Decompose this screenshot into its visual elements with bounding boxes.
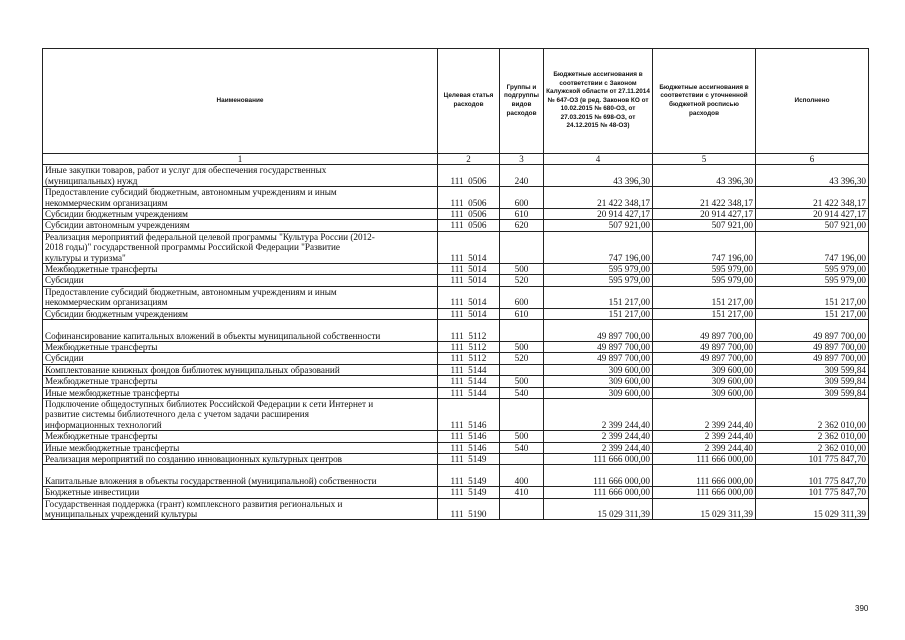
row-refined-allocation: 111 666 000,00: [653, 453, 756, 464]
row-law-allocation: 20 914 427,17: [544, 209, 653, 220]
row-name: Предоставление субсидий бюджетным, автономным учреждениям и иным некоммерческим организациям: [43, 187, 438, 209]
row-expense-group: 520: [500, 275, 544, 286]
budget-table: [42, 48, 869, 520]
row-target-article: 111 5014: [438, 308, 500, 319]
row-executed: 49 897 700,00: [756, 320, 869, 342]
row-expense-group: [500, 498, 544, 520]
row-refined-allocation: 111 666 000,00: [653, 487, 756, 498]
row-refined-allocation: 595 979,00: [653, 264, 756, 275]
row-target-article: 111 5014: [438, 275, 500, 286]
column-number: 3: [500, 154, 544, 165]
table-row: [43, 165, 869, 187]
row-expense-group: 520: [500, 353, 544, 364]
row-name: Межбюджетные трансферты: [43, 341, 438, 352]
row-refined-allocation: 507 921,00: [653, 220, 756, 231]
table-row: [43, 308, 869, 319]
row-name: Реализация мероприятий федеральной целевой программы "Культура России (2012- 2018 годы)" государственной программы Российской Федерации "Развитие культуры и туризма": [43, 231, 438, 263]
row-executed: 309 599,84: [756, 376, 869, 387]
row-executed: 2 362 010,00: [756, 431, 869, 442]
row-law-allocation: 2 399 244,40: [544, 431, 653, 442]
row-name: Капитальные вложения в объекты государственной (муниципальной) собственности: [43, 465, 438, 487]
row-refined-allocation: 20 914 427,17: [653, 209, 756, 220]
row-law-allocation: 21 422 348,17: [544, 187, 653, 209]
header-group: Группы и подгруппы видов расходов: [500, 49, 544, 154]
row-refined-allocation: 309 600,00: [653, 376, 756, 387]
row-executed: 101 775 847,70: [756, 453, 869, 464]
row-target-article: 111 5112: [438, 353, 500, 364]
row-law-allocation: 111 666 000,00: [544, 465, 653, 487]
row-expense-group: 500: [500, 376, 544, 387]
row-name: Межбюджетные трансферты: [43, 376, 438, 387]
row-law-allocation: 15 029 311,39: [544, 498, 653, 520]
table-row: [43, 275, 869, 286]
row-name: Софинансирование капитальных вложений в объекты муниципальной собственности: [43, 320, 438, 342]
row-name: Предоставление субсидий бюджетным, автономным учреждениям и иным некоммерческим организациям: [43, 286, 438, 308]
row-expense-group: 500: [500, 264, 544, 275]
table-row: [43, 431, 869, 442]
table-body: [43, 165, 869, 520]
row-expense-group: 240: [500, 165, 544, 187]
column-number: 4: [544, 154, 653, 165]
header-executed: Исполнено: [756, 49, 869, 154]
row-target-article: 111 5146: [438, 442, 500, 453]
row-expense-group: [500, 364, 544, 375]
row-law-allocation: 309 600,00: [544, 387, 653, 398]
row-refined-allocation: 595 979,00: [653, 275, 756, 286]
table-row: [43, 398, 869, 430]
column-number-row: [43, 154, 869, 165]
row-refined-allocation: 21 422 348,17: [653, 187, 756, 209]
row-refined-allocation: 2 399 244,40: [653, 431, 756, 442]
row-executed: 309 599,84: [756, 364, 869, 375]
row-refined-allocation: 747 196,00: [653, 231, 756, 263]
row-name: Субсидии: [43, 353, 438, 364]
row-target-article: 111 5014: [438, 264, 500, 275]
row-expense-group: 540: [500, 442, 544, 453]
table-row: [43, 220, 869, 231]
table-row: [43, 231, 869, 263]
row-law-allocation: 309 600,00: [544, 364, 653, 375]
row-expense-group: 540: [500, 387, 544, 398]
row-refined-allocation: 2 399 244,40: [653, 442, 756, 453]
table-row: [43, 264, 869, 275]
row-refined-allocation: 309 600,00: [653, 387, 756, 398]
row-refined-allocation: 2 399 244,40: [653, 398, 756, 430]
row-name: Субсидии: [43, 275, 438, 286]
row-name: Межбюджетные трансферты: [43, 431, 438, 442]
row-refined-allocation: 151 217,00: [653, 286, 756, 308]
row-law-allocation: 111 666 000,00: [544, 487, 653, 498]
row-executed: 15 029 311,39: [756, 498, 869, 520]
row-law-allocation: 151 217,00: [544, 308, 653, 319]
row-target-article: 111 0506: [438, 220, 500, 231]
row-name: Субсидии бюджетным учреждениям: [43, 308, 438, 319]
header-code: Целевая статья расходов: [438, 49, 500, 154]
row-name: Иные закупки товаров, работ и услуг для обеспечения государственных (муниципальных) нужд: [43, 165, 438, 187]
row-target-article: 111 5014: [438, 231, 500, 263]
row-executed: 309 599,84: [756, 387, 869, 398]
row-law-allocation: 49 897 700,00: [544, 341, 653, 352]
row-executed: 151 217,00: [756, 308, 869, 319]
row-expense-group: [500, 453, 544, 464]
row-law-allocation: 595 979,00: [544, 264, 653, 275]
table-row: [43, 442, 869, 453]
row-executed: 595 979,00: [756, 275, 869, 286]
row-expense-group: 600: [500, 286, 544, 308]
row-executed: 101 775 847,70: [756, 465, 869, 487]
table-row: [43, 465, 869, 487]
column-number: 2: [438, 154, 500, 165]
row-name: Государственная поддержка (грант) комплексного развития региональных и муниципальных учреждений культуры: [43, 498, 438, 520]
row-law-allocation: 49 897 700,00: [544, 320, 653, 342]
row-expense-group: 410: [500, 487, 544, 498]
row-target-article: 111 5014: [438, 286, 500, 308]
row-target-article: 111 5146: [438, 398, 500, 430]
row-name: Комплектование книжных фондов библиотек муниципальных образований: [43, 364, 438, 375]
row-law-allocation: 309 600,00: [544, 376, 653, 387]
table-row: [43, 286, 869, 308]
row-expense-group: [500, 231, 544, 263]
column-number: 1: [43, 154, 438, 165]
row-refined-allocation: 15 029 311,39: [653, 498, 756, 520]
row-law-allocation: 151 217,00: [544, 286, 653, 308]
column-number: 5: [653, 154, 756, 165]
table-row: [43, 487, 869, 498]
row-expense-group: [500, 320, 544, 342]
row-expense-group: 500: [500, 431, 544, 442]
row-law-allocation: 49 897 700,00: [544, 353, 653, 364]
row-refined-allocation: 309 600,00: [653, 364, 756, 375]
row-name: Реализация мероприятий по созданию инновационных культурных центров: [43, 453, 438, 464]
table-row: [43, 387, 869, 398]
table-row: [43, 353, 869, 364]
table-row: [43, 320, 869, 342]
page-number: 390: [855, 604, 869, 613]
row-target-article: 111 5149: [438, 487, 500, 498]
row-expense-group: 500: [500, 341, 544, 352]
header-row: [43, 49, 869, 154]
row-executed: 747 196,00: [756, 231, 869, 263]
row-executed: 507 921,00: [756, 220, 869, 231]
row-target-article: 111 5112: [438, 341, 500, 352]
row-refined-allocation: 49 897 700,00: [653, 341, 756, 352]
row-refined-allocation: 49 897 700,00: [653, 320, 756, 342]
row-target-article: 111 5112: [438, 320, 500, 342]
row-executed: 20 914 427,17: [756, 209, 869, 220]
row-refined-allocation: 111 666 000,00: [653, 465, 756, 487]
row-executed: 49 897 700,00: [756, 341, 869, 352]
row-name: Межбюджетные трансферты: [43, 264, 438, 275]
row-executed: 2 362 010,00: [756, 398, 869, 430]
row-law-allocation: 507 921,00: [544, 220, 653, 231]
table-row: [43, 364, 869, 375]
row-refined-allocation: 151 217,00: [653, 308, 756, 319]
row-executed: 43 396,30: [756, 165, 869, 187]
row-name: Субсидии автономным учреждениям: [43, 220, 438, 231]
row-name: Субсидии бюджетным учреждениям: [43, 209, 438, 220]
table-row: [43, 376, 869, 387]
row-law-allocation: 111 666 000,00: [544, 453, 653, 464]
row-name: Бюджетные инвестиции: [43, 487, 438, 498]
table-row: [43, 341, 869, 352]
table-row: [43, 498, 869, 520]
row-target-article: 111 5144: [438, 364, 500, 375]
row-law-allocation: 595 979,00: [544, 275, 653, 286]
row-target-article: 111 5144: [438, 376, 500, 387]
row-name: Иные межбюджетные трансферты: [43, 442, 438, 453]
row-target-article: 111 0506: [438, 209, 500, 220]
table-row: [43, 187, 869, 209]
row-expense-group: 400: [500, 465, 544, 487]
row-name: Подключение общедоступных библиотек Российской Федерации к сети Интернет и развитие системы библиотечного дела с учетом задачи расширения информационных технологий: [43, 398, 438, 430]
row-target-article: 111 0506: [438, 165, 500, 187]
row-name: Иные межбюджетные трансферты: [43, 387, 438, 398]
row-target-article: 111 0506: [438, 187, 500, 209]
header-refined-allocations: Бюджетные ассигнования в соответствии с уточненной бюджетной росписью расходов: [653, 49, 756, 154]
row-executed: 2 362 010,00: [756, 442, 869, 453]
row-executed: 151 217,00: [756, 286, 869, 308]
row-expense-group: 620: [500, 220, 544, 231]
row-executed: 49 897 700,00: [756, 353, 869, 364]
row-law-allocation: 43 396,30: [544, 165, 653, 187]
column-number: 6: [756, 154, 869, 165]
table-row: [43, 453, 869, 464]
table-row: [43, 209, 869, 220]
row-expense-group: 610: [500, 209, 544, 220]
row-refined-allocation: 49 897 700,00: [653, 353, 756, 364]
row-target-article: 111 5190: [438, 498, 500, 520]
row-expense-group: [500, 398, 544, 430]
row-law-allocation: 747 196,00: [544, 231, 653, 263]
row-executed: 101 775 847,70: [756, 487, 869, 498]
row-executed: 595 979,00: [756, 264, 869, 275]
row-expense-group: 600: [500, 187, 544, 209]
header-law-allocations: Бюджетные ассигнования в соответствии с Законом Калужской области от 27.11.2014 № 647-ОЗ (в ред. Законов КО от 10.02.2015 № 680-ОЗ, от 27.03.2015 № 698-ОЗ, от 24.12.2015 № 48-ОЗ): [544, 49, 653, 154]
row-executed: 21 422 348,17: [756, 187, 869, 209]
row-expense-group: 610: [500, 308, 544, 319]
row-law-allocation: 2 399 244,40: [544, 398, 653, 430]
row-target-article: 111 5149: [438, 465, 500, 487]
row-target-article: 111 5144: [438, 387, 500, 398]
header-name: Наименование: [43, 49, 438, 154]
row-law-allocation: 2 399 244,40: [544, 442, 653, 453]
row-target-article: 111 5149: [438, 453, 500, 464]
row-target-article: 111 5146: [438, 431, 500, 442]
row-refined-allocation: 43 396,30: [653, 165, 756, 187]
